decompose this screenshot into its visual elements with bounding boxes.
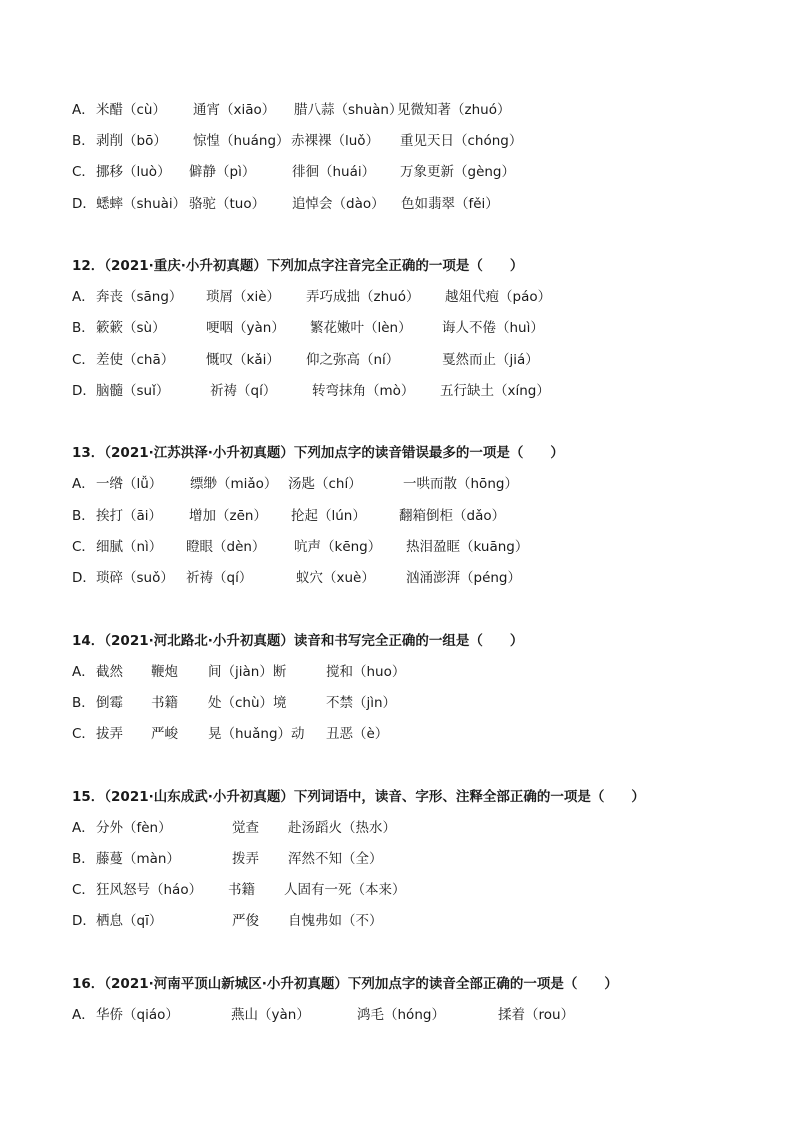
option-item: 鞭炮 [151, 664, 178, 680]
option-item: 万象更新（gèng） [400, 164, 516, 180]
option-item: 栖息（qī） [96, 913, 163, 929]
option-item: 缥缈（miǎo） [190, 476, 278, 492]
question-12-stem: 12．（2021·重庆·小升初真题）下列加点字注音完全正确的一项是（ ） [72, 258, 524, 274]
option-item: 弄巧成拙（zhuó） [306, 289, 420, 305]
option-item: 腊八蒜（shuàn） [294, 102, 403, 118]
option-item: 狂风怒号（háo） [96, 882, 203, 898]
option-item: 分外（fèn） [96, 820, 172, 836]
option-item: 五行缺土（xíng） [440, 383, 550, 399]
option-item: 剥削（bō） [96, 133, 167, 149]
option-letter: C． [72, 352, 95, 368]
question-14-stem: 14．（2021·河北路北·小升初真题）读音和书写完全正确的一组是（ ） [72, 633, 524, 649]
option-item: 奔丧（sāng） [96, 289, 183, 305]
option-item: 见微知著（zhuó） [397, 102, 511, 118]
option-letter: D． [72, 383, 96, 399]
option-item: 蟋蟀（shuài） [96, 196, 187, 212]
option-item: 严俊 [232, 913, 259, 929]
option-item: 僻静（pì） [189, 164, 256, 180]
option-item: 丑恶（è） [326, 726, 389, 742]
option-letter: A． [72, 102, 95, 118]
option-item: 琐屑（xiè） [206, 289, 281, 305]
option-item: 搅和（huo） [326, 664, 406, 680]
option-item: 挨打（āi） [96, 508, 163, 524]
option-item: 燕山（yàn） [231, 1007, 310, 1023]
option-item: 色如翡翠（fěi） [401, 196, 499, 212]
option-letter: C． [72, 164, 95, 180]
option-item: 倒霉 [96, 695, 123, 711]
option-item: 挪移（luò） [96, 164, 171, 180]
option-item: 浑然不知（全） [288, 851, 383, 867]
option-letter: B． [72, 851, 95, 867]
option-item: 蚁穴（xuè） [296, 570, 375, 586]
option-letter: A． [72, 1007, 95, 1023]
option-letter: C． [72, 882, 95, 898]
option-item: 繁花嫩叶（lèn） [310, 320, 412, 336]
option-item: 翻箱倒柜（dǎo） [399, 508, 506, 524]
option-letter: D． [72, 913, 96, 929]
option-item: 间（jiàn）断 [208, 664, 287, 680]
option-item: 慨叹（kǎi） [206, 352, 280, 368]
option-item: 华侨（qiáo） [96, 1007, 179, 1023]
option-letter: B． [72, 508, 95, 524]
option-item: 簌簌（sù） [96, 320, 166, 336]
option-item: 拨弄 [232, 851, 259, 867]
option-item: 吭声（kēng） [294, 539, 382, 555]
option-item: 仰之弥高（ní） [306, 352, 400, 368]
option-item: 细腻（nì） [96, 539, 163, 555]
option-item: 人固有一死（本来） [284, 882, 406, 898]
option-item: 越俎代疱（páo） [445, 289, 552, 305]
option-item: 戛然而止（jiá） [442, 352, 539, 368]
option-item: 诲人不倦（huì） [442, 320, 544, 336]
option-letter: B． [72, 695, 95, 711]
option-item: 书籍 [228, 882, 255, 898]
option-item: 书籍 [151, 695, 178, 711]
question-15-stem: 15．（2021·山东成武·小升初真题）下列词语中，读音、字形、注释全部正确的一项是（ ） [72, 789, 645, 805]
question-16-stem: 16．（2021·河南平顶山新城区·小升初真题）下列加点字的读音全部正确的一项是（ ） [72, 976, 618, 992]
option-item: 鸿毛（hóng） [357, 1007, 445, 1023]
option-item: 处（chù）境 [208, 695, 287, 711]
option-item: 截然 [96, 664, 123, 680]
option-item: 严峻 [151, 726, 178, 742]
option-letter: B． [72, 133, 95, 149]
option-item: 揉着（rou） [498, 1007, 575, 1023]
option-letter: A． [72, 289, 95, 305]
option-item: 徘徊（huái） [292, 164, 376, 180]
option-item: 抡起（lún） [291, 508, 366, 524]
option-item: 增加（zēn） [189, 508, 267, 524]
option-item: 祈祷（qí） [186, 570, 253, 586]
option-letter: C． [72, 539, 95, 555]
option-item: 不禁（jìn） [326, 695, 397, 711]
option-item: 自愧弗如（不） [288, 913, 383, 929]
option-item: 脑髓（suǐ） [96, 383, 170, 399]
option-item: 重见天日（chóng） [400, 133, 523, 149]
option-letter: A． [72, 476, 95, 492]
option-item: 赤裸裸（luǒ） [291, 133, 380, 149]
option-item: 通宵（xiāo） [193, 102, 276, 118]
option-item: 祈祷（qí） [210, 383, 277, 399]
option-item: 一绺（lǚ） [96, 476, 163, 492]
option-item: 追悼会（dào） [292, 196, 385, 212]
option-letter: D． [72, 196, 96, 212]
option-item: 瞪眼（dèn） [186, 539, 266, 555]
option-item: 汤匙（chí） [288, 476, 362, 492]
option-letter: A． [72, 820, 95, 836]
option-item: 转弯抹角（mò） [312, 383, 415, 399]
option-letter: C． [72, 726, 95, 742]
option-item: 汹涌澎湃（péng） [406, 570, 522, 586]
option-letter: B． [72, 320, 95, 336]
option-letter: D． [72, 570, 96, 586]
option-item: 骆驼（tuo） [189, 196, 266, 212]
option-item: 赴汤蹈火（热水） [288, 820, 396, 836]
question-13-stem: 13．（2021·江苏洪泽·小升初真题）下列加点字的读音错误最多的一项是（ ） [72, 445, 564, 461]
option-item: 热泪盈眶（kuāng） [406, 539, 529, 555]
option-item: 哽咽（yàn） [206, 320, 285, 336]
option-item: 拔弄 [96, 726, 123, 742]
option-item: 差使（chā） [96, 352, 175, 368]
option-item: 觉查 [232, 820, 259, 836]
option-item: 惊惶（huáng） [193, 133, 290, 149]
option-item: 藤蔓（màn） [96, 851, 180, 867]
option-item: 晃（huǎng）动 [208, 726, 305, 742]
option-item: 米醋（cù） [96, 102, 166, 118]
option-letter: A． [72, 664, 95, 680]
option-item: 琐碎（suǒ） [96, 570, 174, 586]
option-item: 一哄而散（hōng） [403, 476, 518, 492]
